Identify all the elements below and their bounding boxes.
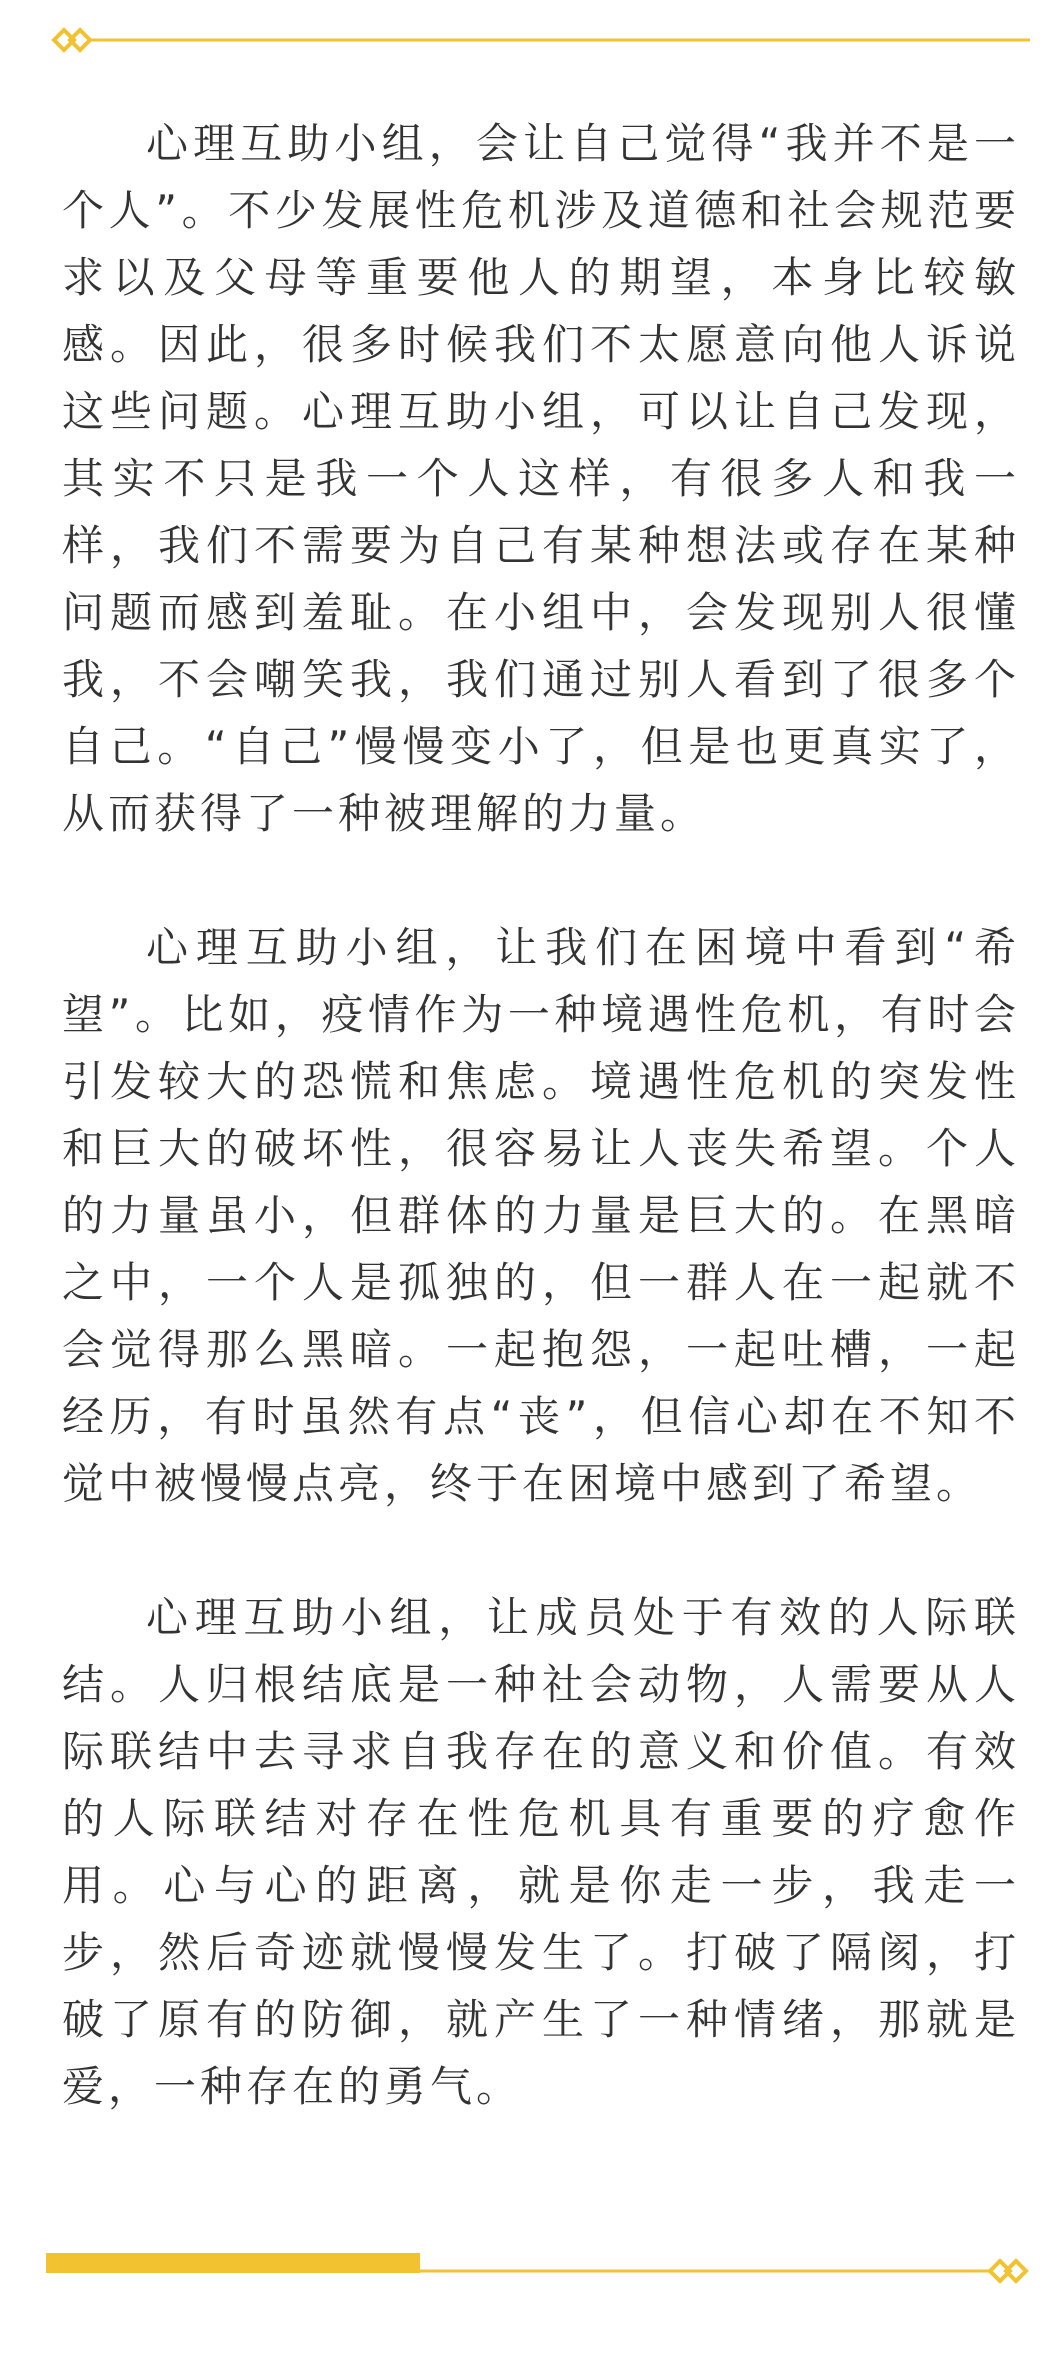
- double-diamond-icon: [990, 2261, 1026, 2281]
- bottom-ornament-divider: [40, 2244, 1030, 2292]
- paragraph-3: 心理互助小组，让成员处于有效的人际联结。人归根结底是一种社会动物，人需要从人际联结中去寻求自我存在的意义和价值。有效的人际联结对存在性危机具有重要的疗愈作用。心与心的距离，就是你走一步，我走一步，然后奇迹就慢慢发生了。打破了隔阂，打破了原有的防御，就产生了一种情绪，那就是爱，一种存在的勇气。: [62, 1593, 1020, 2111]
- top-ornament-divider: [40, 18, 1030, 62]
- article-body: [62, 110, 1020, 2120]
- double-diamond-icon: [54, 30, 90, 50]
- bottom-accent-bar: [46, 2253, 420, 2273]
- paragraph-2: 心理互助小组，让我们在困境中看到“希望”。比如，疫情作为一种境遇性危机，有时会引发较大的恐慌和焦虑。境遇性危机的突发性和巨大的破坏性，很容易让人丧失希望。个人的力量虽小，但群体的力量是巨大的。在黑暗之中，一个人是孤独的，但一群人在一起就不会觉得那么黑暗。一起抱怨，一起吐槽，一起经历，有时虽然有点“丧”，但信心却在不知不觉中被慢慢点亮，终于在困境中感到了希望。: [62, 923, 1020, 1508]
- paragraph-1: 心理互助小组，会让自己觉得“我并不是一个人”。不少发展性危机涉及道德和社会规范要求以及父母等重要他人的期望，本身比较敏感。因此，很多时候我们不太愿意向他人诉说这些问题。心理互助小组，可以让自己发现，其实不只是我一个人这样，有很多人和我一样，我们不需要为自己有某种想法或存在某种问题而感到羞耻。在小组中，会发现别人很懂我，不会嘲笑我，我们通过别人看到了很多个自己。“自己”慢慢变小了，但是也更真实了，从而获得了一种被理解的力量。: [62, 119, 1020, 838]
